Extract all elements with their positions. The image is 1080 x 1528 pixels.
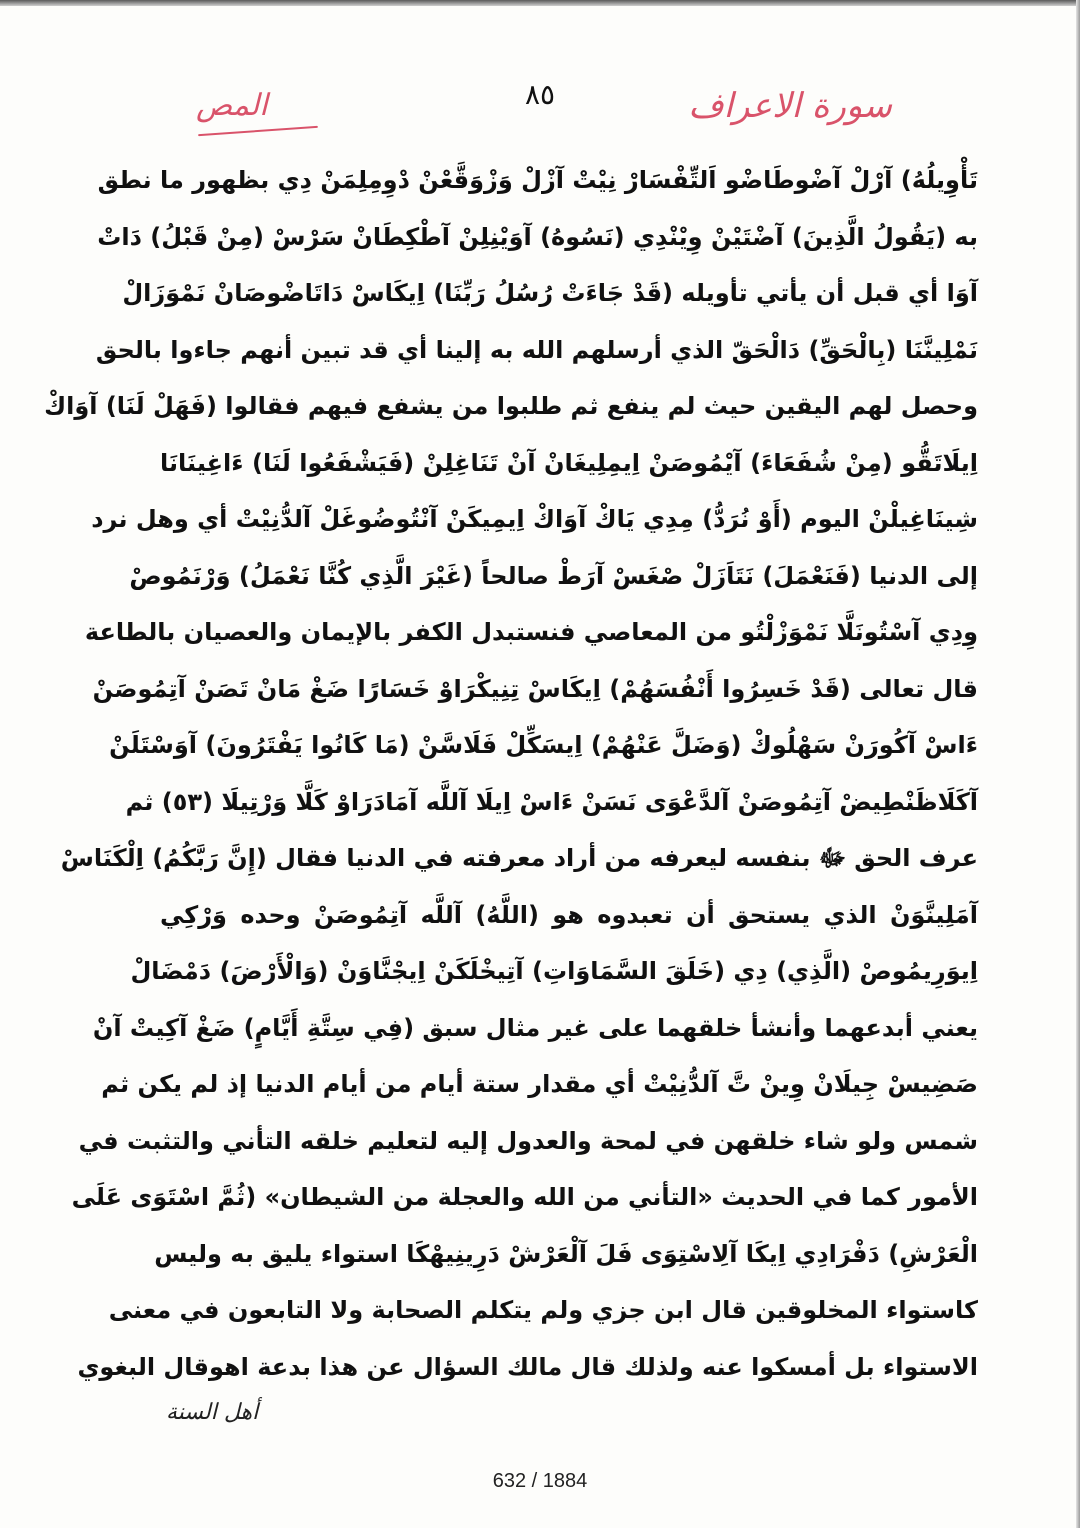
page-header xyxy=(0,70,1080,150)
body-line: الاستواء بل أمسكوا عنه ولذلك قال مالك السؤال عن هذا بدعة اهوقال البغوي xyxy=(77,1352,978,1381)
body-line: الْعَرْشِ) دَفْرَادِي اِيكَا آلِاسْتِوَى فَلَ آلْعَرْشْ دَرِينِيهْكَا استواء يليق به وليس xyxy=(154,1239,978,1268)
page-indicator: 632 / 1884 xyxy=(492,1470,588,1492)
body-line: وِدِي آسْتُونَلَّا نَمْوَزْلْتُو من المعاصي فنستبدل الكفر بالإيمان والعصيان بالطاعة xyxy=(84,618,978,646)
body-line: تَأْوِيلُهُ) آرْلْ آضْوطَاضْو اَلتِّفْسَارْ نِيْتْ آزْلْ وَزْوَقَّعْنْ دْوِمِلِمَنْ دِي بظهور ما نطق xyxy=(97,166,978,194)
handwritten-underline xyxy=(198,126,318,136)
body-line: اِيلَاتَقُّو (مِنْ شُفَعَاءَ) آيْمُوصَنْ اِيمِلِيغَانْ آنْ تَنَاغِلِنْ (فَيَشْفَعُوا لَنَا) ءَاغِينَانَا xyxy=(160,448,978,477)
body-text xyxy=(44,152,978,1395)
body-line: عرف الحق ﷻ بنفسه ليعرفه من أراد معرفته في الدنيا فقال (إِنَّ رَبَّكُمُ) اِلْكَنَاسْ xyxy=(60,844,978,872)
body-line: به (يَقُولُ الَّذِينَ) آضْتَيْنْ وِيْنْدِي (نَسُوهُ) آوَيْنِلِنْ آطْكِطَانْ سَرْسْ (مِنْ قَبْلُ) دَاتْ xyxy=(97,222,978,251)
body-line: إلى الدنيا (فَنَعْمَلَ) نَتَاَزَلْ صْغَسْ آرَطْ صالحاً (غَيْرَ الَّذِي كُنَّا نَعْمَلُ) وَرْنَمُوصْ xyxy=(129,561,978,590)
body-line: نَمْلِينَّنَا (بِالْحَقِّ) دَالْحَقّ الذي أرسلهم الله به إلينا أي قد تبين أنهم جاءوا بالحق xyxy=(95,335,978,364)
body-line: قال تعالى (قَدْ خَسِرُوا أَنْفُسَهُمْ) اِيكَاسْ تِنِيكْرَاوْ خَسَارًا ضَغْ مَانْ تَصَنْ آتِمُوصَنْ xyxy=(92,674,978,703)
body-line: كاستواء المخلوقين قال ابن جزي ولم يتكلم الصحابة ولا التابعون في معنى xyxy=(108,1296,978,1324)
scan-edge-top xyxy=(0,0,1080,6)
scan-edge-right xyxy=(1076,0,1080,1528)
handwritten-surah-note: سورة الاعراف xyxy=(688,86,892,126)
body-line: آمَلِينَّوَنْ الذي يستحق أن تعبدوه هو (اللَّهُ) آللَّه آتِمُوصَنْ وحده وَرْكِي xyxy=(160,900,978,929)
handwritten-margin-note: المص xyxy=(196,88,268,123)
handwritten-signature: أهل السنة xyxy=(166,1400,259,1425)
body-line: اِيوَرِيمُوصْ (الَّذِي) دِي (خَلَقَ السَّمَاوَاتِ) آتِيخْلَكَنْ اِيجْنَّاوَنْ (وَالْأَرْضَ) دَمْضَالْ xyxy=(130,957,978,985)
body-line: وحصل لهم اليقين حيث لم ينفع ثم طلبوا من يشفع فيهم فقالوا (فَهَلْ لَنَا) آوَاكْ xyxy=(44,392,978,420)
body-line: صَضِيسْ جِيلَانْ وِينْ تَّ آلدُّنِيْتْ أي مقدار ستة أيام من أيام الدنيا إذ لم يكن ثم xyxy=(101,1070,978,1098)
page-number: ٨٥ xyxy=(524,78,556,111)
body-line: شمس ولو شاء خلقهن في لمحة والعدول إليه لتعليم خلقه التأني والتثبت في xyxy=(78,1126,978,1155)
body-line: ءَاسْ آكُورَنْ سَهْلُوكْ (وَضَلَّ عَنْهُمْ) اِيسَكِّلْ فَلَاسَّنْ (مَا كَانُوا يَفْتَرُونَ) آوَسْتَلَنْ xyxy=(109,731,978,759)
body-line: شِينَاغِيلْنْ اليوم (أَوْ نُرَدُّ) مِدِي يَاكْ آوَاكْ اِيمِيكَنْ آنْتُوضُوغَلْ آلدُّنِيْتْ أي وهل نرد xyxy=(91,505,978,533)
body-line: آكَلَاظَنْطِيضْ آتِمُوصَنْ آلدَّعْوَى نَسَنْ ءَاسْ اِيلَا آللَّه آمَادَرَاوْ كَلَّا وَرْتِيلَا (٥٣) ثم xyxy=(125,787,978,816)
body-line: يعني أبدعهما وأنشأ خلقهما على غير مثال سبق (فِي سِتَّةِ أَيَّامٍ) ضَغْ آكِيتْ آنْ xyxy=(92,1013,978,1042)
page-footer xyxy=(0,1470,1080,1493)
body-line: الأمور كما في الحديث «التأني من الله والعجلة من الشيطان» (ثُمَّ اسْتَوَى عَلَى xyxy=(71,1183,978,1211)
body-line: آوَا أي قبل أن يأتي تأويله (قَدْ جَاءَتْ رُسُلُ رَبِّنَا) اِيكَاسْ دَاتَاضْوصَانْ نَمْوَزَالْ xyxy=(122,279,978,307)
